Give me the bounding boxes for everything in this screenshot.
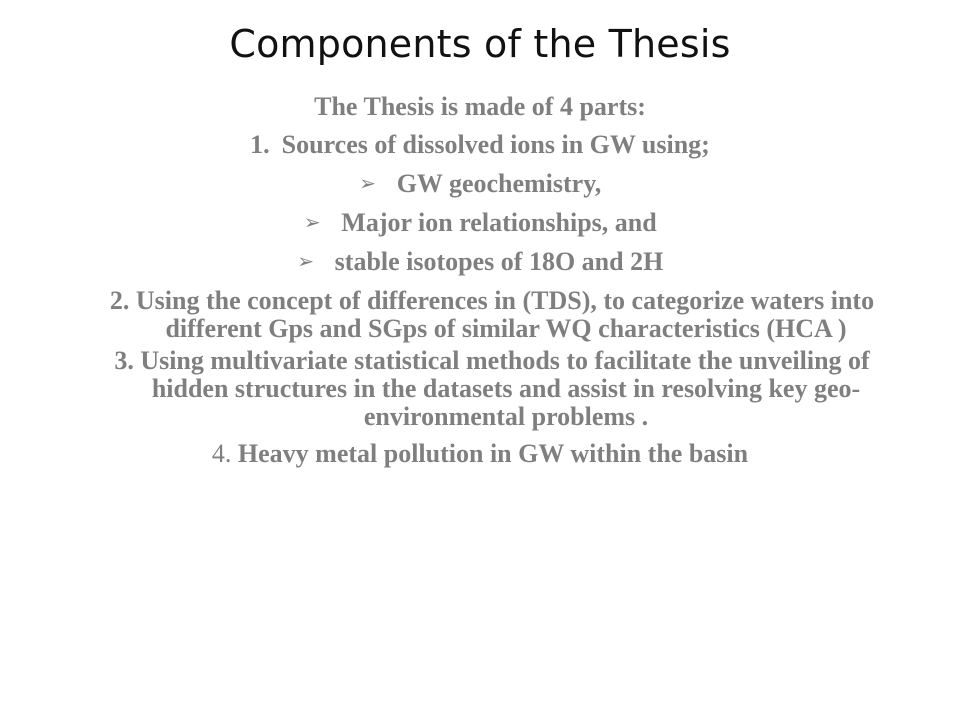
bullet-2 bbox=[60, 203, 900, 242]
item-3: 3. Using multivariate statistical methods to facilitate the unveiling of hidden structures in the datasets and assist in resolving key geo-environmental problems . bbox=[114, 346, 870, 431]
item-1 bbox=[60, 126, 900, 164]
bullet-3-text: stable isotopes of 18O and 2H bbox=[334, 247, 664, 276]
slide-content bbox=[60, 88, 900, 473]
item-4-number: 4. bbox=[211, 439, 232, 468]
item-4 bbox=[60, 435, 900, 473]
bullet-2-text: Major ion relationships, and bbox=[341, 208, 657, 237]
bullet-1 bbox=[60, 164, 900, 203]
item-4-text: Heavy metal pollution in GW within the basin bbox=[237, 439, 749, 468]
intro-line: The Thesis is made of 4 parts: bbox=[314, 92, 646, 121]
item-2: 2. Using the concept of differences in (TDS), to categorize waters into different Gps and SGps of similar WQ characteristics (HCA ) bbox=[109, 286, 875, 343]
bullet-3 bbox=[60, 242, 900, 281]
item-1-number: 1. bbox=[250, 130, 270, 159]
item-1-text: Sources of dissolved ions in GW using; bbox=[281, 130, 710, 159]
slide-title: Components of the Thesis bbox=[229, 22, 731, 66]
bullet-1-text: GW geochemistry, bbox=[396, 169, 602, 198]
arrow-bullet-icon: ➢ bbox=[303, 210, 321, 234]
arrow-bullet-icon: ➢ bbox=[297, 249, 315, 273]
arrow-bullet-icon: ➢ bbox=[359, 171, 377, 195]
